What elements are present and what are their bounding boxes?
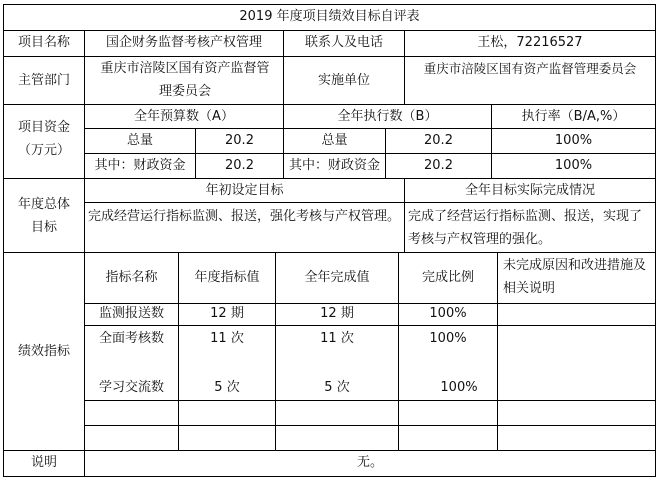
contact-value: 王松，72216527 (477, 35, 583, 50)
indicator-exchange-name: 学习交流数 (98, 380, 164, 395)
fiscal-rate: 100% (554, 158, 593, 173)
indicator-assessment-actual: 11 次 (320, 331, 354, 346)
contact-label: 联系人及电话 (304, 35, 383, 50)
project-name-label: 项目名称 (17, 35, 70, 50)
indicator-assessment-name: 全面考核数 (98, 331, 164, 346)
completion-ratio-header: 完成比例 (421, 270, 474, 285)
table-border-bottom (3, 476, 655, 477)
note-label: 说明 (30, 455, 57, 470)
total-rate: 100% (554, 133, 593, 148)
actual-completion-text: 完成了经营运行指标监测、报送，实现了考核与产权管理的强化。 (408, 209, 643, 247)
note-value: 无。 (356, 455, 383, 470)
indicator-exchange-actual: 5 次 (324, 380, 350, 395)
table-border-right (655, 4, 656, 477)
table-title: 2019 年度项目绩效目标自评表 (239, 9, 420, 24)
annual-goal-label: 年度总体目标 (17, 197, 70, 235)
indicator-monitoring-actual: 12 期 (320, 306, 354, 321)
indicator-assessment-ratio: 100% (429, 331, 467, 346)
fiscal-budget: 20.2 (225, 158, 254, 173)
project-name-value: 国企财务监督考核产权管理 (105, 35, 262, 50)
department-value: 重庆市涪陵区国有资产监督管理委员会 (100, 61, 270, 99)
total-exec-label: 总量 (321, 133, 348, 148)
fiscal-label: 其中：财政资金 (94, 158, 186, 173)
incomplete-reason-header: 未完成原因和改进措施及相关说明 (503, 258, 647, 296)
annual-actual-header: 全年完成值 (304, 270, 370, 285)
grid-line (84, 202, 655, 203)
implementing-unit-label: 实施单位 (317, 73, 370, 88)
department-label: 主管部门 (17, 73, 70, 88)
grid-line (84, 400, 655, 401)
implementing-unit-value: 重庆市涪陵区国有资产监督管理委员会 (423, 61, 637, 76)
indicator-monitoring-ratio: 100% (429, 306, 467, 321)
actual-completion-header: 全年目标实际完成情况 (464, 183, 595, 198)
fiscal-executed: 20.2 (424, 158, 453, 173)
indicator-exchange-target: 5 次 (214, 380, 240, 395)
total-budget: 20.2 (225, 133, 254, 148)
budget-header: 全年预算数（A） (134, 109, 234, 124)
execution-rate-header: 执行率（B/A,%） (521, 109, 626, 124)
funds-label: 项目资金（万元） (17, 120, 70, 158)
total-label: 总量 (126, 133, 153, 148)
indicator-assessment-target: 11 次 (210, 331, 244, 346)
grid-line (84, 325, 655, 326)
performance-indicators-label: 绩效指标 (17, 344, 70, 359)
annual-target-header: 年度指标值 (194, 270, 260, 285)
indicator-monitoring-target: 12 期 (210, 306, 244, 321)
indicator-monitoring-name: 监测报送数 (98, 306, 164, 321)
total-executed: 20.2 (424, 133, 453, 148)
indicator-exchange-ratio: 100% (440, 380, 478, 395)
grid-line (84, 425, 655, 426)
execution-header: 全年执行数（B） (337, 109, 438, 124)
initial-goal-text: 完成经营运行指标监测、报送，强化考核与产权管理。 (88, 209, 401, 224)
grid-line (497, 252, 498, 450)
indicator-name-header: 指标名称 (105, 270, 158, 285)
initial-goal-header: 年初设定目标 (205, 183, 284, 198)
fiscal-exec-label: 其中：财政资金 (288, 158, 380, 173)
